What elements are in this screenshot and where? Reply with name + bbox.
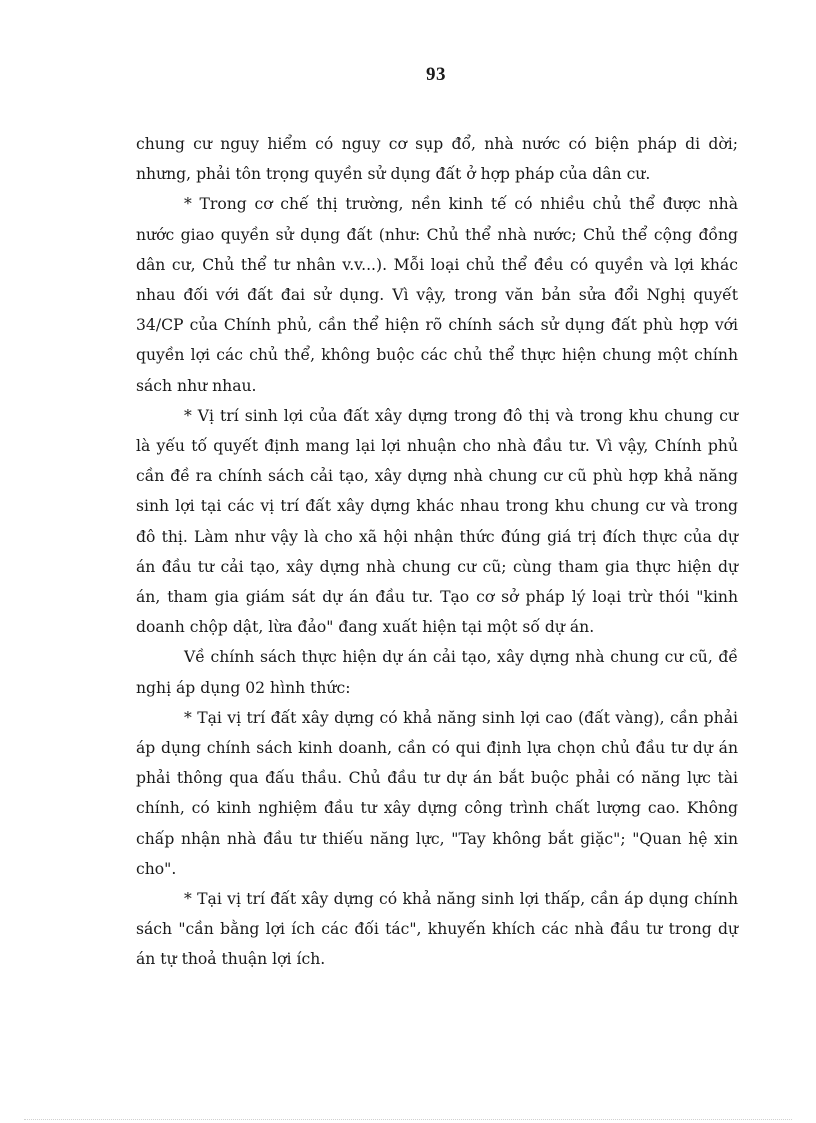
document-body (136, 129, 738, 975)
paragraph-4: Về chính sách thực hiện dự án cải tạo, xây dựng nhà chung cư cũ, đề nghị áp dụng 02 hình thức: (136, 648, 738, 697)
page-number: 93 (426, 64, 446, 85)
paragraph-6: * Tại vị trí đất xây dựng có khả năng sinh lợi thấp, cần áp dụng chính sách "cần bằng lợi ích các đối tác", khuyến khích các nhà đầu tư trong dự án tự thoả thuận lợi ích. (136, 890, 738, 969)
page-bottom-divider (24, 1119, 792, 1120)
paragraph-1: chung cư nguy hiểm có nguy cơ sụp đổ, nhà nước có biện pháp di dời; nhưng, phải tôn trọng quyền sử dụng đất ở hợp pháp của dân cư. (136, 135, 738, 184)
paragraph-3: * Vị trí sinh lợi của đất xây dựng trong đô thị và trong khu chung cư là yếu tố quyết định mang lại lợi nhuận cho nhà đầu tư. Vì vậy, Chính phủ cần đề ra chính sách cải tạo, xây dựng nhà chung cư cũ phù hợp khả năng sinh lợi tại các vị trí đất xây dựng khác nhau trong khu chung cư và trong đô thị. Làm như vậy là cho xã hội nhận thức đúng giá trị đích thực của dự án đầu tư cải tạo, xây dựng nhà chung cư cũ; cùng tham gia thực hiện dự án, tham gia giám sát dự án đầu tư. Tạo cơ sở pháp lý loại trừ thói "kinh doanh chộp dật, lừa đảo" đang xuất hiện tại một số dự án. (136, 406, 738, 637)
paragraph-2: * Trong cơ chế thị trường, nền kinh tế có nhiều chủ thể được nhà nước giao quyền sử dụng đất (như: Chủ thể nhà nước; Chủ thể cộng đồng dân cư, Chủ thể tư nhân v.v...). Mỗi loại chủ thể đều có quyền và lợi khác nhau đối với đất đai sử dụng. Vì vậy, trong văn bản sửa đổi Nghị quyết 34/CP của Chính phủ, cần thể hiện rõ chính sách sử dụng đất phù hợp với quyền lợi các chủ thể, không buộc các chủ thể thực hiện chung một chính sách như nhau. (136, 195, 738, 395)
paragraph-5: * Tại vị trí đất xây dựng có khả năng sinh lợi cao (đất vàng), cần phải áp dụng chính sách kinh doanh, cần có qui định lựa chọn chủ đầu tư dự án phải thông qua đấu thầu. Chủ đầu tư dự án bắt buộc phải có năng lực tài chính, có kinh nghiệm đầu tư xây dựng công trình chất lượng cao. Không chấp nhận nhà đầu tư thiếu năng lực, "Tay không bắt giặc"; "Quan hệ xin cho". (136, 708, 738, 878)
